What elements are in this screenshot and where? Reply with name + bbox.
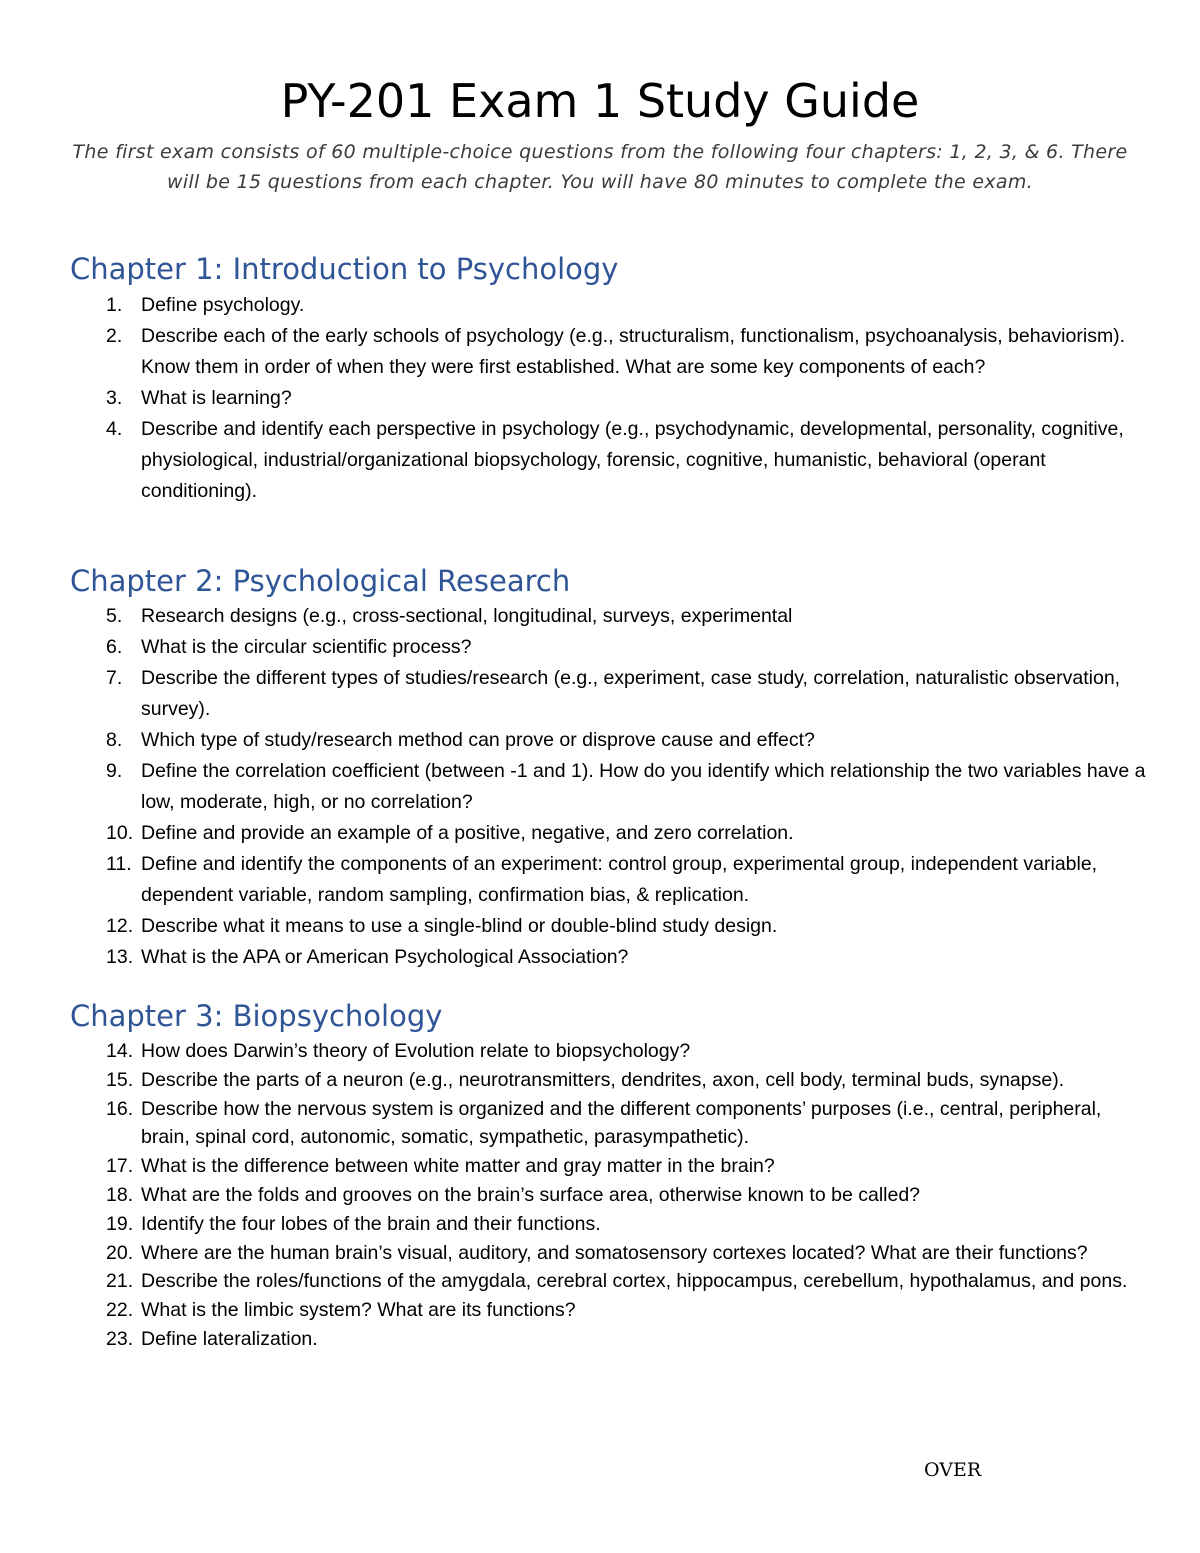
question-text: What are the folds and grooves on the brain’s surface area, otherwise known to be called? — [141, 1183, 921, 1206]
question-text: What is the limbic system? What are its functions? — [141, 1299, 576, 1322]
question-text: Describe and identify each perspective in psychology (e.g., psychodynamic, developmental, personality, cognitive, physiological, industrial/organizational biopsychology, forensic, cognitive, humanistic, behavioral (operant conditioning). — [141, 418, 1124, 502]
question-number: 3. — [106, 387, 123, 409]
question-number: 16. — [106, 1097, 134, 1120]
question-item — [70, 290, 1150, 321]
question-number: 4. — [106, 418, 123, 440]
question-number: 21. — [106, 1270, 134, 1293]
over-note: OVER — [924, 1459, 982, 1481]
question-text: Describe the roles/functions of the amygdala, cerebral cortex, hippocampus, cerebellum, hypothalamus, and pons. — [141, 1270, 1128, 1293]
chapter-1-heading: Chapter 1: Introduction to Psychology — [70, 252, 619, 286]
question-number: 15. — [106, 1068, 134, 1091]
page-title: PY-201 Exam 1 Study Guide — [280, 74, 920, 128]
question-item — [70, 1181, 1150, 1210]
question-item — [70, 601, 1150, 632]
question-text: Define and provide an example of a positive, negative, and zero correlation. — [141, 822, 794, 844]
question-number: 13. — [106, 946, 134, 968]
question-text: Define the correlation coefficient (between -1 and 1). How do you identify which relationship the two variables have a low, moderate, high, or no correlation? — [141, 760, 1146, 813]
question-item — [70, 1296, 1150, 1325]
chapter-3-heading: Chapter 3: Biopsychology — [70, 999, 443, 1033]
question-item — [70, 1095, 1150, 1153]
question-number: 8. — [106, 729, 123, 751]
question-text: Describe how the nervous system is organized and the different components’ purposes (i.e., central, peripheral, brain, spinal cord, autonomic, somatic, sympathetic, parasympathetic). — [141, 1097, 1102, 1149]
question-text: Research designs (e.g., cross-sectional, longitudinal, surveys, experimental — [141, 605, 793, 627]
question-number: 11. — [106, 853, 132, 875]
question-text: Identify the four lobes of the brain and their functions. — [141, 1212, 601, 1235]
question-number: 10. — [106, 822, 134, 844]
question-item — [70, 663, 1150, 725]
question-item — [70, 818, 1150, 849]
question-text: What is the difference between white matter and gray matter in the brain? — [141, 1155, 775, 1178]
question-text: What is learning? — [141, 387, 292, 409]
question-number: 19. — [106, 1212, 134, 1235]
chapter-1-section — [70, 249, 1150, 507]
question-item — [70, 849, 1150, 911]
question-item — [70, 321, 1150, 383]
question-text: Describe the different types of studies/research (e.g., experiment, case study, correlation, naturalistic observation, survey). — [141, 667, 1121, 720]
exam-intro: The first exam consists of 60 multiple-choice questions from the following four chapters: 1, 2, 3, & 6. There will be 15 questions from each chapter. You will have 80 minutes to complete the exam. — [72, 141, 1128, 193]
question-number: 5. — [106, 605, 123, 627]
question-item — [70, 632, 1150, 663]
question-number: 14. — [106, 1040, 134, 1062]
chapter-3-questions — [70, 1037, 1150, 1354]
question-number: 6. — [106, 636, 123, 658]
question-item — [70, 942, 1150, 973]
question-number: 17. — [106, 1155, 134, 1178]
question-item — [70, 1239, 1150, 1268]
question-item — [70, 911, 1150, 942]
question-text: Define psychology. — [141, 294, 305, 316]
question-item — [70, 1267, 1150, 1296]
question-item — [70, 383, 1150, 414]
question-number: 9. — [106, 760, 123, 782]
chapter-3-section — [70, 996, 1150, 1354]
question-item — [70, 1066, 1150, 1095]
question-text: Define lateralization. — [141, 1327, 318, 1350]
question-text: What is the APA or American Psychological Association? — [141, 946, 629, 968]
question-text: Describe what it means to use a single-blind or double-blind study design. — [141, 915, 778, 937]
question-text: Describe the parts of a neuron (e.g., neurotransmitters, dendrites, axon, cell body, terminal buds, synapse). — [141, 1068, 1065, 1091]
question-item — [70, 1152, 1150, 1181]
question-item — [70, 756, 1150, 818]
chapter-2-section — [70, 561, 1150, 973]
question-number: 1. — [106, 294, 123, 316]
question-number: 12. — [106, 915, 134, 937]
question-number: 20. — [106, 1241, 134, 1264]
question-text: Where are the human brain’s visual, auditory, and somatosensory cortexes located? What are their functions? — [141, 1241, 1088, 1264]
chapter-1-questions — [70, 290, 1150, 507]
question-number: 2. — [106, 325, 123, 347]
chapter-2-questions — [70, 601, 1150, 973]
question-number: 18. — [106, 1183, 134, 1206]
question-item — [70, 414, 1150, 507]
question-number: 7. — [106, 667, 123, 689]
question-item — [70, 725, 1150, 756]
question-text: How does Darwin’s theory of Evolution relate to biopsychology? — [141, 1040, 691, 1062]
chapter-2-heading: Chapter 2: Psychological Research — [70, 564, 571, 598]
question-text: Which type of study/research method can prove or disprove cause and effect? — [141, 729, 815, 751]
question-item — [70, 1210, 1150, 1239]
question-number: 23. — [106, 1327, 134, 1350]
question-item — [70, 1037, 1150, 1066]
question-item — [70, 1325, 1150, 1354]
question-text: What is the circular scientific process? — [141, 636, 472, 658]
question-text: Define and identify the components of an experiment: control group, experimental group, independent variable, dependent variable, random sampling, confirmation bias, & replication. — [141, 853, 1098, 906]
question-number: 22. — [106, 1299, 134, 1322]
question-text: Describe each of the early schools of psychology (e.g., structuralism, functionalism, psychoanalysis, behaviorism). Know them in order of when they were first established. What are some key components of each? — [141, 325, 1126, 378]
